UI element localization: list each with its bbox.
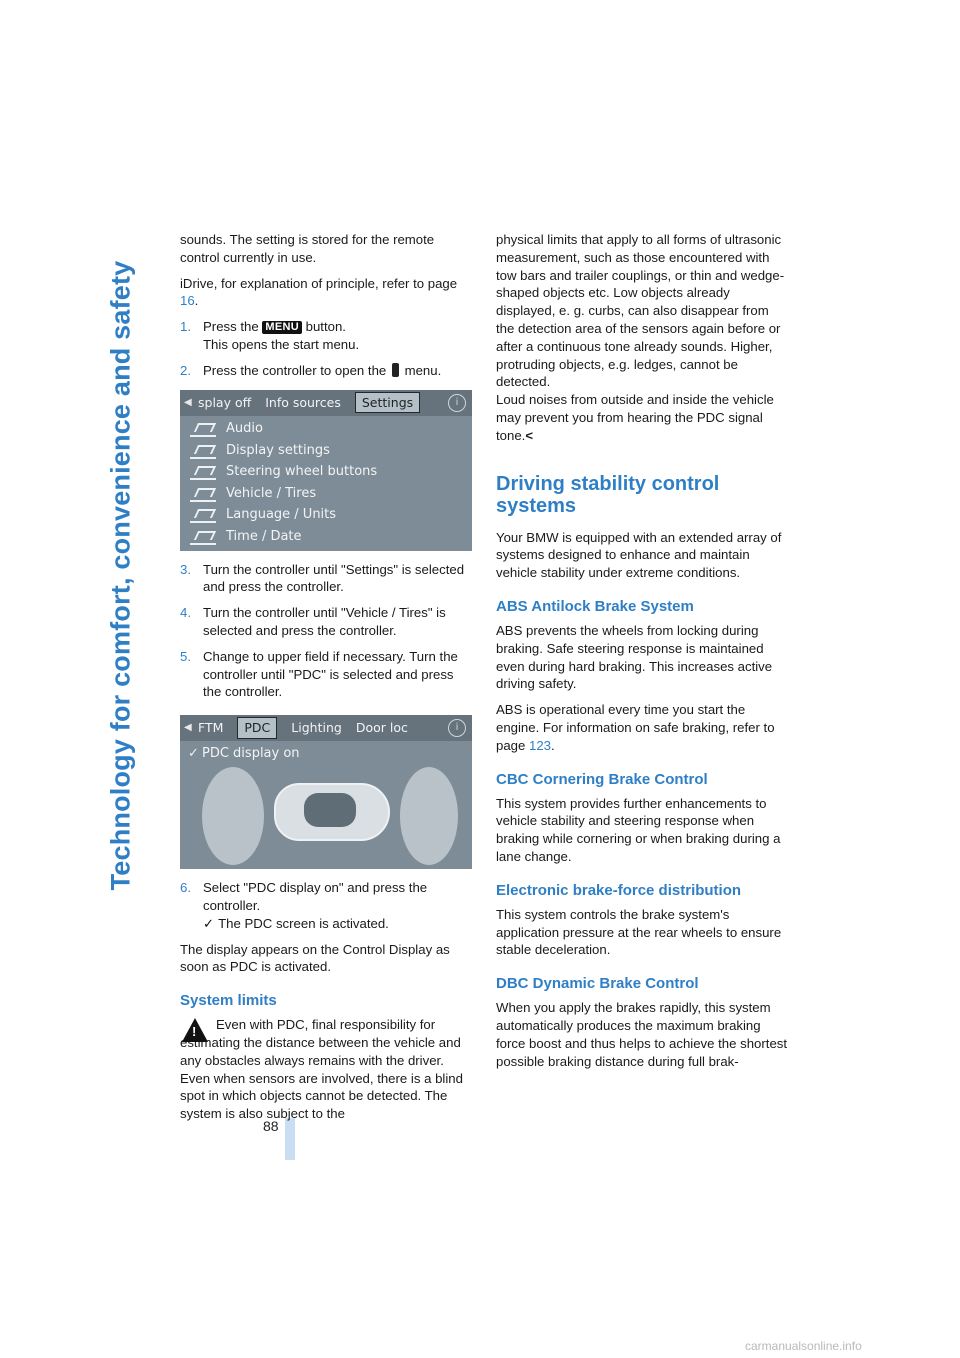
rear-sensor-zone bbox=[400, 767, 458, 865]
step-number: 2. bbox=[180, 362, 191, 378]
paragraph: Loud noises from outside and inside the vehicle may prevent you from hearing the PDC signal tone.< bbox=[496, 392, 774, 443]
clock-icon bbox=[190, 529, 216, 545]
warning-triangle-icon bbox=[182, 1018, 208, 1042]
end-of-note-mark: < bbox=[525, 427, 534, 443]
step-2: 2. Press the controller to open the menu. bbox=[180, 362, 442, 378]
paragraph: physical limits that apply to all forms of ultrasonic measurement, such as those encountered with tow bars and trailer couplings, or thin and wedge-shaped objects etc. Low objects already displayed, e. g. curbs, can also disappear from the detection area of the sensors again before or after a continuous tone already sounds. Higher, protruding objects, e.g. ledges, cannot be detected. bbox=[496, 232, 785, 390]
step-number: 1. bbox=[180, 319, 191, 335]
screen-tab-bar bbox=[180, 715, 472, 741]
paragraph: ABS is operational every time you start the engine. For information on safe braking, refer to page 123. bbox=[496, 702, 775, 753]
step-number: 6. bbox=[180, 880, 191, 896]
paragraph: ABS prevents the wheels from locking during braking. Safe steering response is maintained even during hard braking. This increases active driving safety. bbox=[496, 622, 773, 692]
heading-ebd: Electronic brake-force distribution bbox=[496, 881, 742, 899]
left-column bbox=[180, 231, 470, 1123]
menu-item-display-settings: Display settings bbox=[180, 440, 472, 462]
check-icon bbox=[190, 443, 216, 459]
check-icon: ✓ bbox=[188, 746, 199, 762]
paragraph: This system controls the brake system's application pressure at the rear wheels to ensure stable deceleration. bbox=[496, 906, 782, 958]
tab-settings: Settings bbox=[355, 392, 420, 414]
tab-lighting: Lighting bbox=[291, 720, 342, 736]
tab-display-off: splay off bbox=[198, 394, 252, 410]
step-1: 1. Press the MENU button. This opens the start menu. bbox=[180, 319, 360, 352]
step-6: 6. Select "PDC display on" and press the controller. ✓ The PDC screen is activated. bbox=[180, 880, 428, 931]
side-section-title bbox=[86, 230, 156, 920]
step-number: 4. bbox=[180, 605, 191, 621]
heading-abs: ABS Antilock Brake System bbox=[496, 597, 694, 615]
checkmark-icon: ✓ bbox=[203, 915, 215, 931]
footer-watermark: carmanualsonline.info bbox=[745, 1339, 862, 1353]
menu-button-icon: MENU bbox=[262, 321, 302, 334]
step-number: 3. bbox=[180, 561, 191, 577]
heading-driving-stability: Driving stability control systems bbox=[496, 472, 720, 517]
info-icon: i bbox=[448, 394, 466, 412]
heading-system-limits: System limits bbox=[180, 992, 277, 1010]
pdc-display bbox=[180, 741, 472, 869]
menu-item-language-units: Language / Units bbox=[180, 505, 472, 527]
tab-info-sources: Info sources bbox=[265, 394, 341, 410]
heading-dbc: DBC Dynamic Brake Control bbox=[496, 975, 699, 993]
paragraph: The display appears on the Control Display as soon as PDC is activated. bbox=[180, 941, 450, 975]
page-number-bar bbox=[285, 1118, 295, 1160]
paragraph: When you apply the brakes rapidly, this system automatically produces the maximum braking force boost and thus helps to achieve the shortest possible braking distance during full brak- bbox=[496, 1000, 788, 1069]
pdc-screenshot bbox=[180, 715, 472, 869]
step-4: 4. Turn the controller until "Vehicle / Tires" is selected and press the controller. bbox=[180, 605, 446, 638]
info-icon: i bbox=[448, 719, 466, 737]
right-column bbox=[496, 231, 788, 1078]
check-icon bbox=[190, 421, 216, 437]
step-5: 5. Change to upper field if necessary. Turn the controller until "PDC" is selected and press the controller. bbox=[180, 648, 458, 700]
tab-ftm: FTM bbox=[198, 720, 224, 736]
menu-item-time-date: Time / Date bbox=[180, 526, 472, 548]
left-arrow-icon: ◀ bbox=[184, 396, 192, 408]
page-link-123[interactable]: 123 bbox=[529, 737, 552, 753]
tab-pdc: PDC bbox=[237, 717, 277, 739]
warning-block: ! Even with PDC, final responsibility for estimating the distance between the vehicle and any obstacles always remains with the driver. Even when sensors are involved, there is a blind spot in which objects cannot be detected. The system is also subject to the bbox=[180, 1016, 470, 1123]
page-number: 88 bbox=[263, 1118, 279, 1134]
settings-menu-list bbox=[180, 416, 472, 551]
settings-menu-screenshot bbox=[180, 390, 472, 551]
paragraph: This system provides further enhancements to vehicle stability and steering response when braking while cornering or when braking during a lane change. bbox=[496, 795, 781, 864]
paragraph: Your BMW is equipped with an extended array of systems designed to enhance and maintain vehicle stability under extreme conditions. bbox=[496, 529, 782, 581]
info-menu-icon bbox=[392, 363, 399, 377]
page-link-16[interactable]: 16 bbox=[180, 293, 195, 309]
left-arrow-icon: ◀ bbox=[184, 722, 192, 734]
step-3: 3. Turn the controller until "Settings" is selected and press the controller. bbox=[180, 561, 465, 595]
steering-wheel-icon bbox=[190, 464, 216, 480]
car-icon bbox=[190, 486, 216, 502]
menu-item-vehicle-tires: Vehicle / Tires bbox=[180, 483, 472, 505]
tab-door-locks: Door loc bbox=[355, 720, 408, 736]
car-top-view bbox=[274, 783, 390, 841]
paragraph: iDrive, for explanation of principle, refer to page 16. bbox=[180, 275, 458, 309]
side-section-title-text: Technology for comfort, convenience and safety bbox=[105, 260, 136, 890]
heading-cbc: CBC Cornering Brake Control bbox=[496, 770, 708, 788]
front-sensor-zone bbox=[202, 767, 264, 865]
menu-item-steering-wheel-buttons: Steering wheel buttons bbox=[180, 462, 472, 484]
step-number: 5. bbox=[180, 648, 191, 664]
screen-tab-bar bbox=[180, 390, 472, 416]
pdc-display-option: ✓ PDC display on bbox=[188, 746, 300, 762]
menu-item-audio: Audio bbox=[180, 419, 472, 441]
paragraph: sounds. The setting is stored for the remote control currently in use. bbox=[180, 232, 435, 265]
flag-icon bbox=[190, 507, 216, 523]
